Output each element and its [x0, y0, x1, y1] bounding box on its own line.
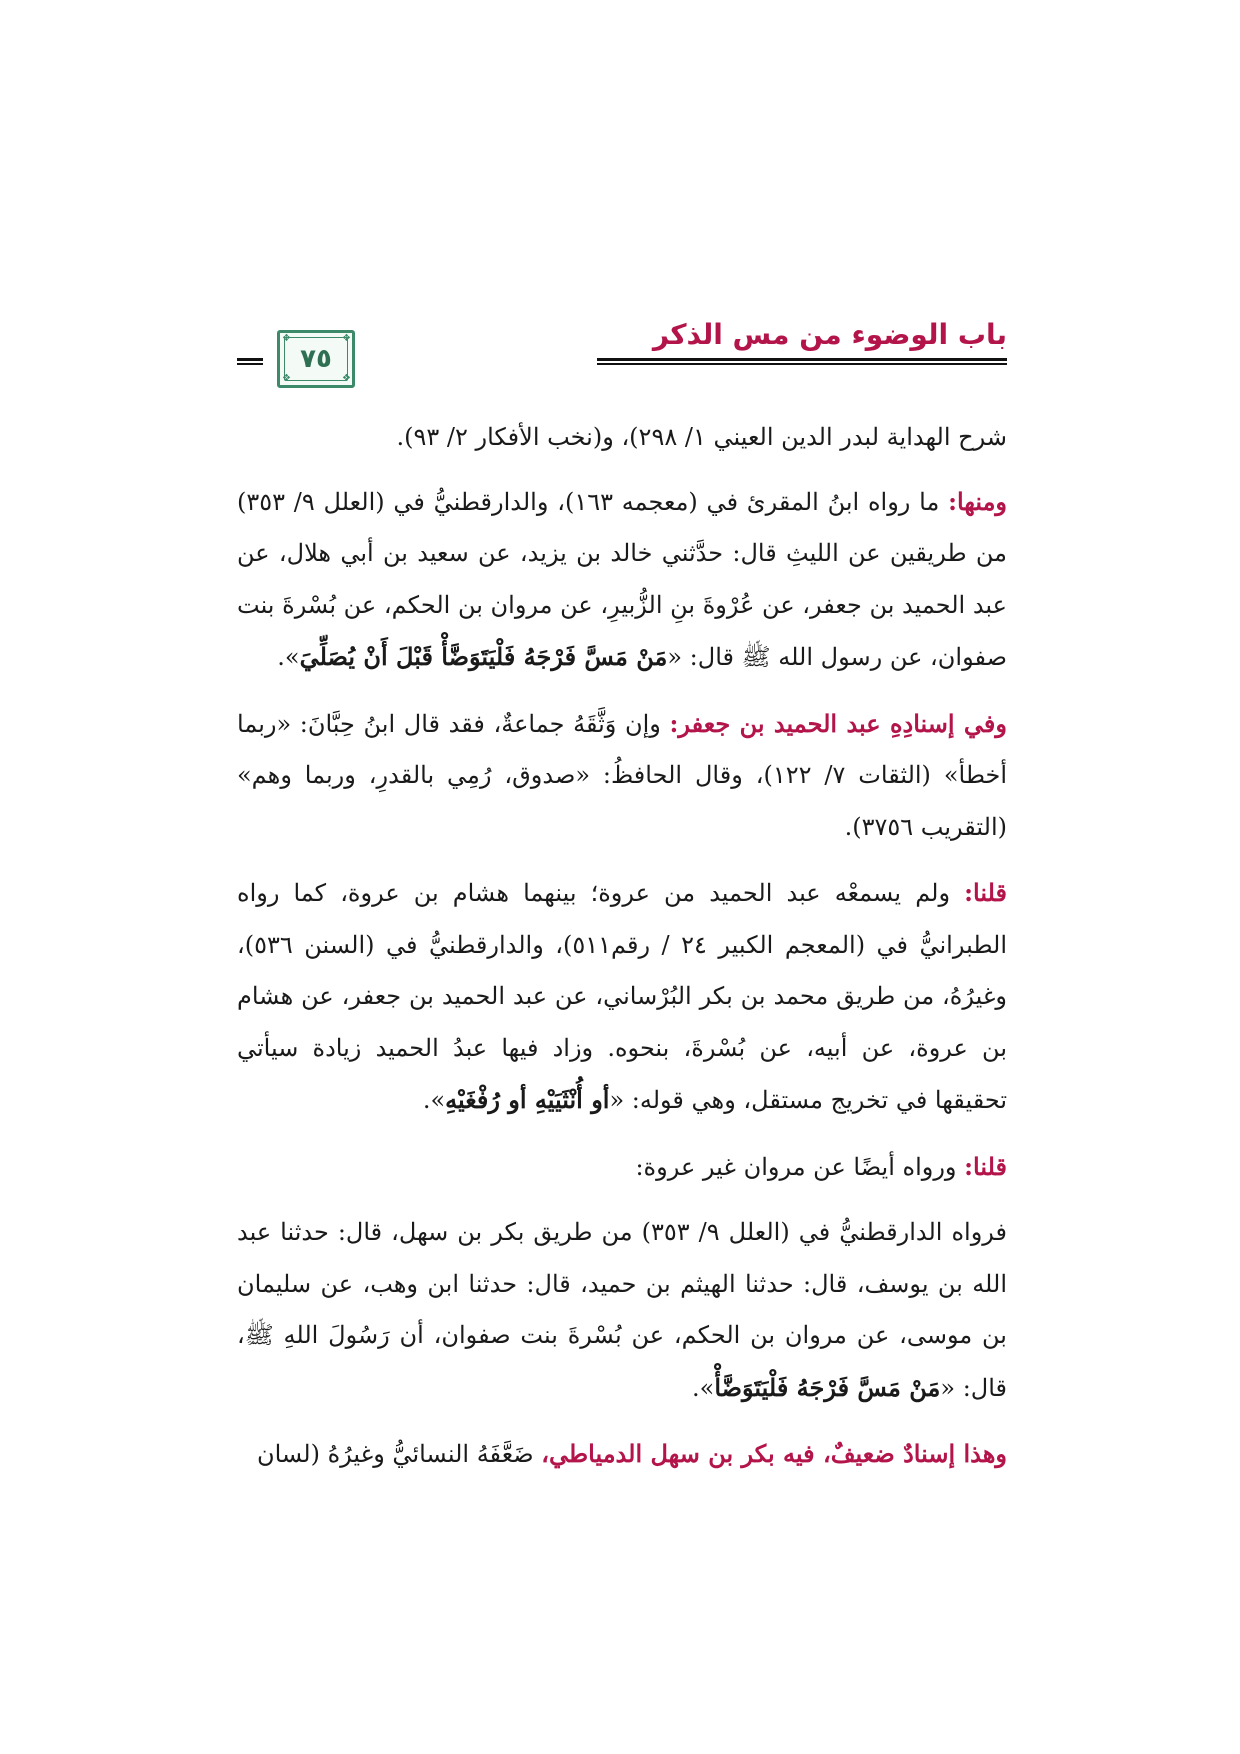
hadith-quote: مَنْ مَسَّ فَرْجَهُ فَلْيَتَوَضَّأْ قَبْلَ أَنْ يُصَلِّيَ	[299, 642, 668, 671]
page-body	[237, 412, 1007, 1495]
paragraph-lead: قلنا:	[964, 1151, 1007, 1181]
paragraph-tail: ».	[692, 1373, 715, 1402]
ornament-icon: ❖	[282, 333, 291, 344]
paragraph-lead: وهذا إسنادٌ ضعيفٌ، فيه بكر بن سهل الدمياطي،	[541, 1439, 1007, 1468]
ornament-icon: ❖	[282, 373, 291, 384]
paragraph-text: وإن وَثَّقَهُ جماعةٌ، فقد قال ابنُ حِبَّانَ: «ربما أخطأ» (الثقات ٧/ ١٢٢)، وقال الحافظُ: «صدوق، رُمِي بالقدرِ، وربما وهم» (التقريب ٣٧٥٦).	[237, 709, 1008, 841]
paragraph-text: فرواه الدارقطنيُّ في (العلل ٩/ ٣٥٣) من طريق بكر بن سهل، قال: حدثنا عبد الله بن يوسف، قال: حدثنا الهيثم بن حميد، قال: حدثنا ابن وهب، عن سليمان بن موسى، عن مروان بن الحكم، عن بُسْرةَ بنت صفوان، أن رَسُولَ اللهِ ﷺ، قال: «	[237, 1218, 1008, 1402]
paragraph-tail: ».	[277, 643, 300, 671]
hadith-quote: أو أُنْثَيَيْهِ أو رُفْغَيْهِ	[445, 1085, 610, 1114]
hadith-quote: مَنْ مَسَّ فَرْجَهُ فَلْيَتَوَضَّأْ	[714, 1372, 941, 1402]
paragraph	[237, 412, 1007, 464]
paragraph-text: ورواه أيضًا عن مروان غير عروة:	[635, 1152, 965, 1181]
paragraph	[237, 698, 1007, 854]
paragraph-text: شرح الهداية لبدر الدين العيني ١/ ٢٩٨)، و(نخب الأفكار ٢/ ٩٣).	[396, 423, 1007, 451]
paragraph	[237, 1428, 1007, 1481]
header-rule-right	[597, 358, 1007, 365]
paragraph	[237, 867, 1007, 1127]
paragraph-lead: ومنها:	[948, 486, 1008, 516]
paragraph-text: ضَعَّفَهُ النسائيُّ وغيرُهُ (لسان	[256, 1440, 542, 1468]
paragraph-lead: وفي إسنادِهِ عبد الحميد بن جعفر:	[669, 708, 1007, 738]
paragraph-text: ولم يسمعْه عبد الحميد من عروة؛ بينهما هشام بن عروة، كما رواه الطبرانيُّ في (المعجم الكبير ٢٤ / رقم٥١١)، والدارقطنيُّ في (السنن ٥٣٦)، وغيرُهُ، من طريق محمد بن بكر البُرْساني، عن عبد الحميد بن جعفر، عن هشام بن عروة، عن أبيه، عن بُسْرةَ، بنحوه. وزاد فيها عبدُ الحميد زيادة سيأتي تحقيقها في تخريج مستقل، وهي قوله: «	[237, 879, 1008, 1114]
paragraph	[237, 1207, 1007, 1414]
chapter-title: باب الوضوء من مس الذكر	[652, 318, 1007, 351]
header-rule-left	[237, 358, 263, 365]
page-number-badge	[277, 330, 355, 388]
page-header	[237, 300, 1007, 410]
paragraph-tail: ».	[422, 1086, 446, 1114]
ornament-icon: ❖	[342, 373, 351, 384]
ornament-icon: ❖	[342, 333, 351, 344]
paragraph	[237, 1141, 1007, 1194]
paragraph	[237, 476, 1007, 684]
paragraph-text: ما رواه ابنُ المقرئ في (معجمه ١٦٣)، والدارقطنيُّ في (العلل ٩/ ٣٥٣) من طريقين عن الليثِ قال: حدَّثني خالد بن يزيد، عن سعيد بن أبي هلال، عن عبد الحميد بن جعفر، عن عُرْوةَ بنِ الزُّبيرِ، عن مروان بن الحكم، عن بُسْرةَ بنت صفوان، عن رسول الله ﷺ قال: «	[237, 487, 1007, 671]
paragraph-lead: قلنا:	[964, 878, 1007, 907]
page-number: ٧٥	[300, 344, 332, 374]
